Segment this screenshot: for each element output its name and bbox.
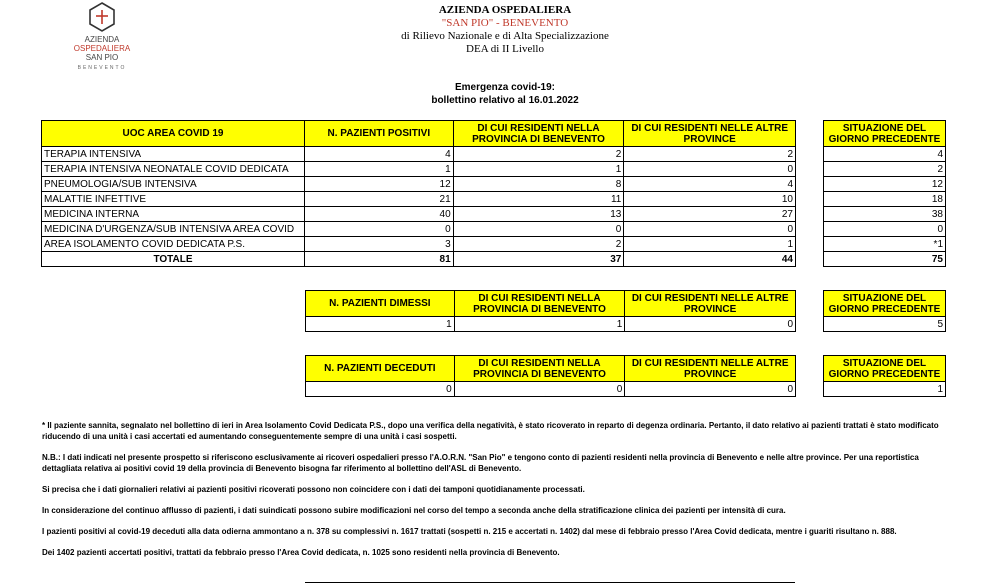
header-altre: DI CUI RESIDENTI NELLE ALTRE PROVINCE <box>624 121 796 147</box>
table-row <box>42 237 796 252</box>
table-row <box>306 317 796 332</box>
header-positivi: N. PAZIENTI POSITIVI <box>304 121 453 147</box>
total-row <box>42 252 796 267</box>
row-positivi: 40 <box>304 207 453 222</box>
dimessi-value: 1 <box>306 317 455 332</box>
deceduti-header-row <box>306 356 796 382</box>
row-altre: 10 <box>624 192 796 207</box>
row-label: TERAPIA INTENSIVA <box>42 147 305 162</box>
prev-total: 75 <box>824 252 946 267</box>
deceduti-header-bn: DI CUI RESIDENTI NELLA PROVINCIA DI BENEVENTO <box>454 356 625 382</box>
dimessi-prev-header-row <box>824 291 946 317</box>
deceduti-prev-value: 1 <box>824 382 946 397</box>
deceduti-header: N. PAZIENTI DECEDUTI <box>306 356 455 382</box>
row-label: PNEUMOLOGIA/SUB INTENSIVA <box>42 177 305 192</box>
note-paragraph: In considerazione del continuo afflusso di pazienti, i dati suindicati possono subire modificazioni nel corso del tempo a seconda anche della stratificazione clinica dei pazienti per intensità di cura. <box>42 506 786 515</box>
table-row <box>42 162 796 177</box>
hexagon-logo-icon <box>88 2 116 32</box>
row-bn: 13 <box>453 207 624 222</box>
table-row <box>42 222 796 237</box>
note-paragraph: I pazienti positivi al covid-19 deceduti alla data odierna ammontano a n. 378 su complessivi n. 1617 trattati (sospetti n. 215 e accertati n. 1402) dal mese di febbraio presso l'Area Covid dedicata, mentre i guariti risultano n. 888. <box>42 527 897 536</box>
table-row <box>306 382 796 397</box>
row-positivi: 3 <box>304 237 453 252</box>
row-label: MALATTIE INFETTIVE <box>42 192 305 207</box>
row-altre: 0 <box>624 222 796 237</box>
row-bn: 1 <box>453 162 624 177</box>
row-altre: 27 <box>624 207 796 222</box>
deceduti-prev-table <box>823 355 946 397</box>
row-altre: 0 <box>624 162 796 177</box>
table-row <box>42 192 796 207</box>
table-row <box>824 192 946 207</box>
row-altre: 1 <box>624 237 796 252</box>
row-bn: 11 <box>453 192 624 207</box>
table-row <box>824 162 946 177</box>
row-label: AREA ISOLAMENTO COVID DEDICATA P.S. <box>42 237 305 252</box>
note-paragraph: Si precisa che i dati giornalieri relativi ai pazienti positivi ricoverati possono non coincidere con i dati dei tamponi quotidianamente processati. <box>42 485 585 494</box>
deceduti-prev-header: SITUAZIONE DEL GIORNO PRECEDENTE <box>824 356 946 382</box>
dimessi-prev-value: 5 <box>824 317 946 332</box>
total-label: TOTALE <box>42 252 305 267</box>
row-label: TERAPIA INTENSIVA NEONATALE COVID DEDICATA <box>42 162 305 177</box>
logo-line4: BENEVENTO <box>77 65 127 71</box>
header-line4: DEA di II Livello <box>466 43 544 55</box>
header-line1: AZIENDA OSPEDALIERA <box>438 4 572 16</box>
deceduti-altre-value: 0 <box>625 382 796 397</box>
note-paragraph: N.B.: I dati indicati nel presente prospetto si riferiscono esclusivamente ai ricoveri ospedalieri presso l'A.O.R.N. "San Pio" e tengono conto di pazienti residenti nella provincia di Benevento e nelle altre province. Per una reportistica dettagliata relativa ai positivi covid 19 della provincia di Benevento bisogna far riferimento al bollettino dell'ASL di Benevento. <box>42 453 919 473</box>
row-altre: 2 <box>624 147 796 162</box>
dimessi-altre-value: 0 <box>625 317 796 332</box>
header-uoc: UOC AREA COVID 19 <box>42 121 305 147</box>
total-bn: 37 <box>453 252 624 267</box>
row-positivi: 4 <box>304 147 453 162</box>
notes-section <box>42 420 942 568</box>
row-bn: 2 <box>453 147 624 162</box>
row-label: MEDICINA D'URGENZA/SUB INTENSIVA AREA COVID <box>42 222 305 237</box>
row-label: MEDICINA INTERNA <box>42 207 305 222</box>
table-row <box>42 207 796 222</box>
table-row <box>824 222 946 237</box>
dimessi-table <box>305 290 796 332</box>
row-positivi: 1 <box>304 162 453 177</box>
row-bn: 8 <box>453 177 624 192</box>
title-line1: Emergenza covid-19: <box>454 82 556 93</box>
deceduti-table <box>305 355 796 397</box>
prev-header-row <box>824 121 946 147</box>
prev-total-row <box>824 252 946 267</box>
document-header <box>290 4 720 56</box>
deceduti-value: 0 <box>306 382 455 397</box>
title-line2: bollettino relativo al 16.01.2022 <box>431 95 579 106</box>
dimessi-prev-header: SITUAZIONE DEL GIORNO PRECEDENTE <box>824 291 946 317</box>
hospital-logo <box>62 0 142 74</box>
prev-header: SITUAZIONE DEL GIORNO PRECEDENTE <box>824 121 946 147</box>
row-positivi: 21 <box>304 192 453 207</box>
deceduti-bn-value: 0 <box>454 382 625 397</box>
logo-line3: SAN PIO <box>85 53 119 62</box>
deceduti-prev-header-row <box>824 356 946 382</box>
dimessi-prev-table <box>823 290 946 332</box>
dimessi-header-bn: DI CUI RESIDENTI NELLA PROVINCIA DI BENEVENTO <box>454 291 625 317</box>
note-paragraph: * Il paziente sannita, segnalato nel bollettino di ieri in Area Isolamento Covid Dedicata P.S., dopo una verifica della negatività, è stato ricoverato in reparto di degenza ordinaria. Pertanto, il dato relativo ai pazienti trattati è stato modificato riducendo di una unità i casi accertati ed aumentando conseguentemente sempre di una unità i casi sospetti. <box>42 421 939 441</box>
prev-value: 2 <box>824 162 946 177</box>
note-paragraph: Dei 1402 pazienti accertati positivi, trattati da febbraio presso l'Area Covid dedicata, n. 1025 sono residenti nella provincia di Benevento. <box>42 548 560 557</box>
row-bn: 2 <box>453 237 624 252</box>
header-line2: "SAN PIO" - BENEVENTO <box>441 17 569 29</box>
total-positivi: 81 <box>304 252 453 267</box>
total-altre: 44 <box>624 252 796 267</box>
prev-value: 0 <box>824 222 946 237</box>
prev-value: 18 <box>824 192 946 207</box>
table-row <box>824 177 946 192</box>
header-bn: DI CUI RESIDENTI NELLA PROVINCIA DI BENEVENTO <box>453 121 624 147</box>
table-row <box>824 237 946 252</box>
table-row <box>824 317 946 332</box>
dimessi-bn-value: 1 <box>454 317 625 332</box>
prev-value: *1 <box>824 237 946 252</box>
deceduti-header-altre: DI CUI RESIDENTI NELLE ALTRE PROVINCE <box>625 356 796 382</box>
row-bn: 0 <box>453 222 624 237</box>
prev-value: 12 <box>824 177 946 192</box>
dimessi-header-row <box>306 291 796 317</box>
header-line3: di Rilievo Nazionale e di Alta Specializzazione <box>401 30 609 42</box>
logo-line2: OSPEDALIERA <box>73 44 131 53</box>
logo-line1: AZIENDA <box>84 35 120 44</box>
bottom-divider <box>305 582 795 583</box>
dimessi-header: N. PAZIENTI DIMESSI <box>306 291 455 317</box>
dimessi-header-altre: DI CUI RESIDENTI NELLE ALTRE PROVINCE <box>625 291 796 317</box>
previous-day-table <box>823 120 946 267</box>
table-row <box>824 147 946 162</box>
bulletin-title <box>290 81 720 107</box>
table-row <box>42 177 796 192</box>
table-row <box>824 382 946 397</box>
main-table-header <box>42 121 796 147</box>
table-row <box>42 147 796 162</box>
row-positivi: 12 <box>304 177 453 192</box>
table-row <box>824 207 946 222</box>
main-table <box>41 120 796 267</box>
prev-value: 4 <box>824 147 946 162</box>
row-altre: 4 <box>624 177 796 192</box>
prev-value: 38 <box>824 207 946 222</box>
row-positivi: 0 <box>304 222 453 237</box>
